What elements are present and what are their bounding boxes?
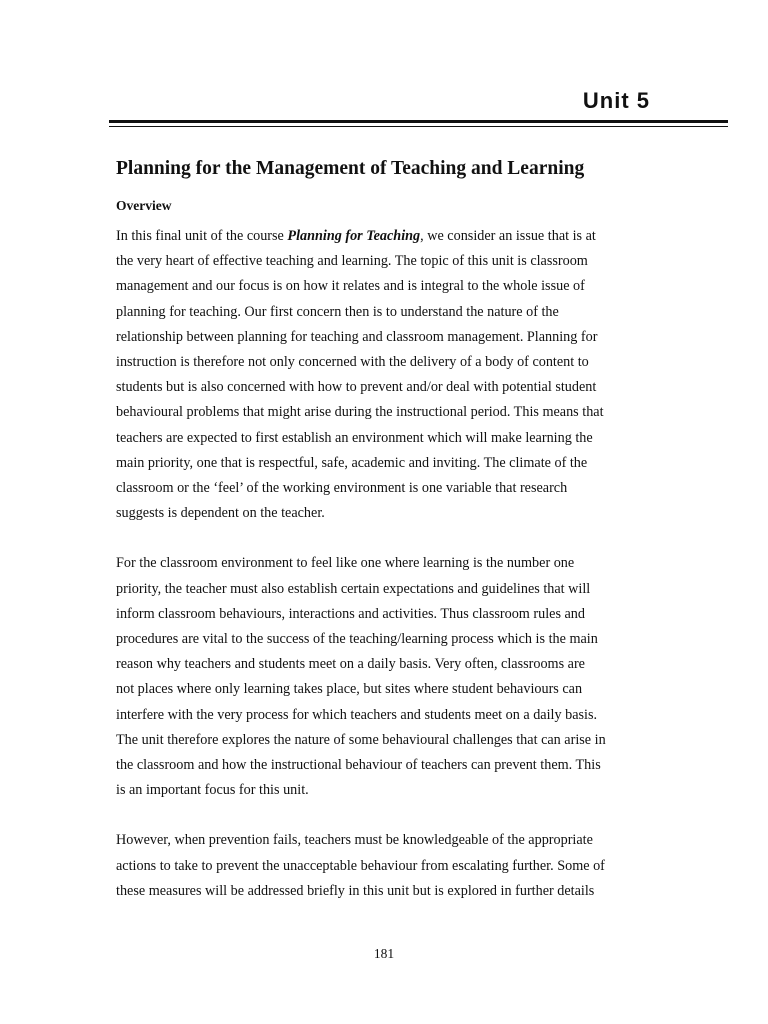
paragraph-1-line: suggests is dependent on the teacher.	[116, 505, 325, 522]
paragraph-1-line: teachers are expected to first establish an environment which will make learning the	[116, 429, 593, 446]
paragraph-1-line: instruction is therefore not only concerned with the delivery of a body of content to	[116, 354, 589, 371]
paragraph-2-line: For the classroom environment to feel like one where learning is the number one	[116, 555, 575, 572]
paragraph-1-line-1	[116, 224, 656, 249]
paragraph-2-line: the classroom and how the instructional behaviour of teachers can prevent them. This	[116, 757, 601, 774]
paragraph-3	[116, 828, 656, 904]
paragraph-1-line: relationship between planning for teaching and classroom management. Planning for	[116, 328, 598, 345]
paragraph-1-line: management and our focus is on how it relates and is integral to the whole issue of	[116, 278, 585, 295]
paragraph-3-line: these measures will be addressed briefly in this unit but is explored in further details	[116, 882, 595, 899]
paragraph-1-line: classroom or the ‘feel’ of the working environment is one variable that research	[116, 480, 568, 497]
page-number: 181	[373, 946, 395, 961]
paragraph-2-line: interfere with the very process for which teachers and students meet on a daily basis.	[116, 706, 598, 723]
paragraph-2-line: The unit therefore explores the nature of some behavioural challenges that can arise in	[116, 731, 606, 748]
course-title-emphasis: Planning for Teaching	[287, 228, 421, 244]
paragraph-2-line: priority, the teacher must also establish certain expectations and guidelines that will	[116, 580, 591, 597]
header-rule-thick	[109, 120, 728, 123]
paragraph-2-line: inform classroom behaviours, interactions and activities. Thus classroom rules and	[116, 605, 585, 622]
main-content	[116, 156, 656, 904]
paragraph-1	[116, 224, 656, 526]
header-rule-thin	[109, 126, 728, 127]
paragraph-1-line: main priority, one that is respectful, safe, academic and inviting. The climate of the	[116, 454, 588, 471]
paragraph-2-line: not places where only learning takes place, but sites where student behaviours can	[116, 681, 583, 698]
paragraph-1-line: the very heart of effective teaching and learning. The topic of this unit is classroom	[116, 253, 588, 270]
unit-heading: Unit 5	[582, 88, 650, 113]
paragraph-2-line: reason why teachers and students meet on a daily basis. Very often, classrooms are	[116, 656, 585, 673]
paragraph-3-line: actions to take to prevent the unacceptable behaviour from escalating further. Some of	[116, 857, 605, 874]
paragraph-1-text-before: In this final unit of the course	[116, 228, 288, 244]
paragraph-2-line: procedures are vital to the success of the teaching/learning process which is the main	[116, 631, 598, 648]
paragraph-1-line: behavioural problems that might arise during the instructional period. This means that	[116, 404, 604, 421]
paragraph-3-line: However, when prevention fails, teachers must be knowledgeable of the appropriate	[116, 832, 593, 849]
paragraph-2-line: is an important focus for this unit.	[116, 782, 309, 799]
paragraph-1-line: students but is also concerned with how to prevent and/or deal with potential student	[116, 379, 597, 396]
section-heading-overview: Overview	[116, 198, 172, 213]
page-title: Planning for the Management of Teaching and Learning	[116, 158, 585, 179]
paragraph-1-line: planning for teaching. Our first concern then is to understand the nature of the	[116, 303, 559, 320]
paragraph-1-text-after: , we consider an issue that is at	[420, 228, 596, 244]
paragraph-2	[116, 551, 656, 803]
